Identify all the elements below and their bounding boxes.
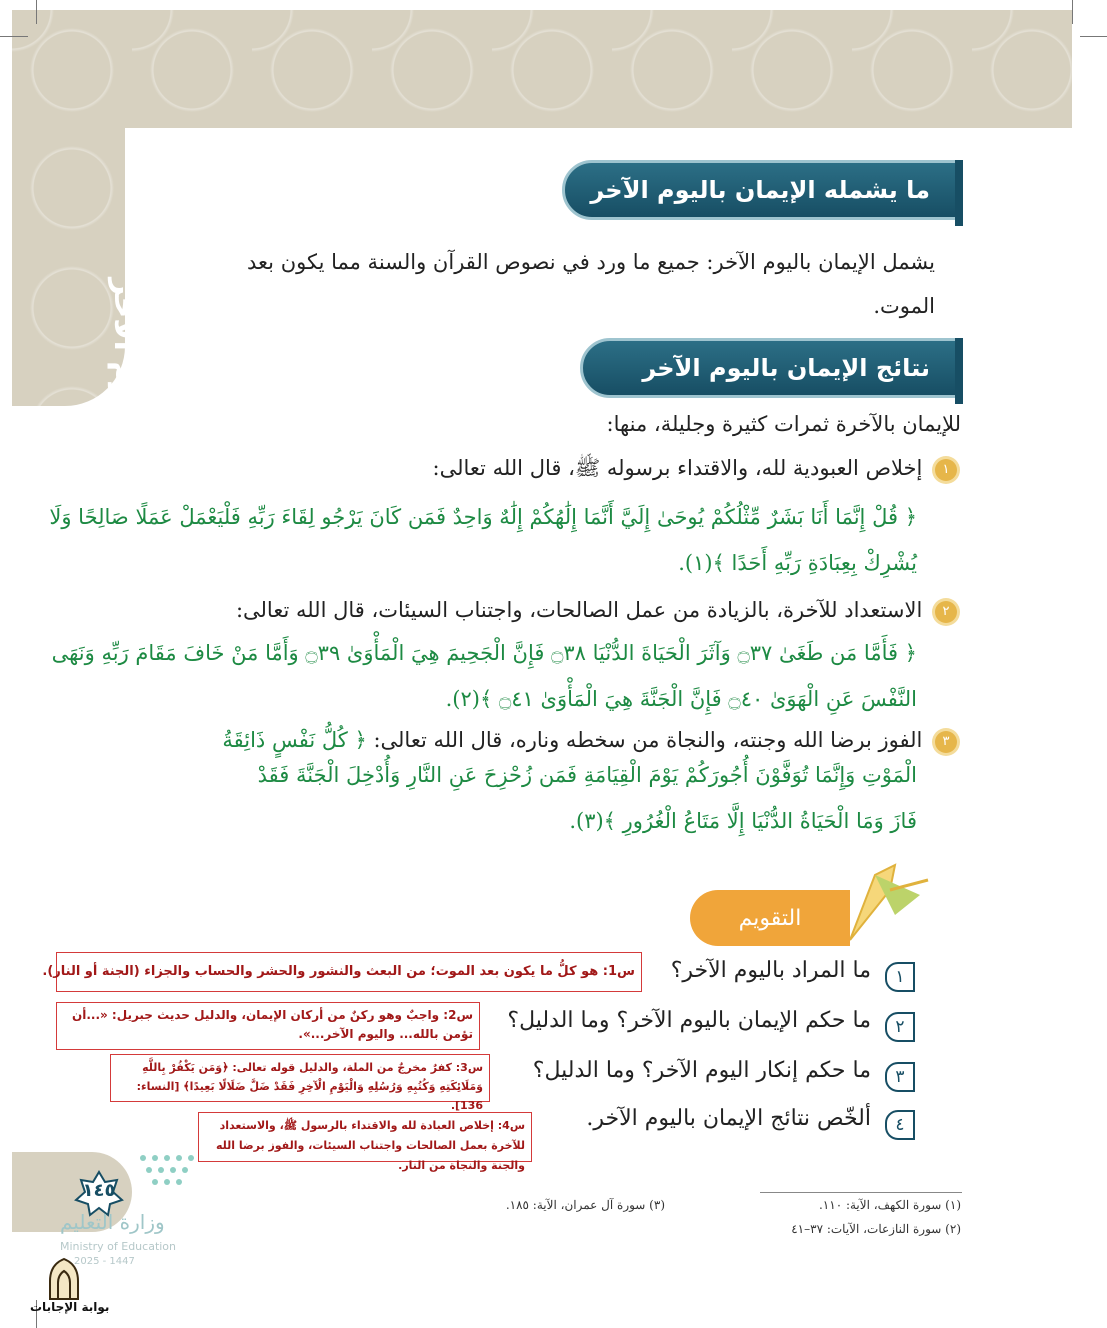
ministry-year: 2025 - 1447: [74, 1256, 135, 1267]
item-number-badge: ٣: [935, 731, 957, 753]
crop-mark: [0, 36, 28, 37]
question-number: ٣: [885, 1062, 915, 1092]
crop-mark: [1080, 36, 1107, 37]
question-number: ١: [885, 962, 915, 992]
crop-mark: [1072, 0, 1073, 24]
answer-box: س3: كفرٌ مخرجٌ من الملة، والدليل قوله تعالى: ﴿وَمَن يَكْفُرْ بِاللَّهِ وَمَلَائِكَتِهِ وَكُتُبِهِ وَرُسُلِهِ وَالْيَوْمِ الْآخِرِ فَقَدْ ضَلَّ ضَلَالًا بَعِيدًا﴾ [النساء: 136].: [110, 1054, 490, 1102]
results-intro: للإيمان بالآخرة ثمرات كثيرة وجليلة، منها:: [606, 412, 961, 436]
evaluation-title-text: التقويم: [738, 905, 802, 931]
quran-verse-1: [49, 494, 917, 586]
result-item-text: إخلاص العبودية لله، والاقتداء برسوله ﷺ، قال الله تعالى:: [432, 456, 923, 480]
verse-line: فَازَ وَمَا الْحَيَاةُ الدُّنْيَا إِلَّا مَتَاعُ الْغُرُورِ ﴾(٣).: [569, 809, 917, 833]
question-number: ٢: [885, 1012, 915, 1042]
result-item-2: [157, 588, 957, 632]
result-item-text: الاستعداد للآخرة، بالزيادة من عمل الصالحات، واجتناب السيئات، قال الله تعالى:: [235, 598, 923, 622]
answer-box: س2: واجبٌ وهو ركنٌ من أركان الإيمان، والدليل حديث جبريل: «...أن تؤمن بالله... واليوم الآخر...».: [56, 1002, 480, 1050]
quran-verse-2: [51, 630, 917, 722]
quran-verse-3: [177, 752, 917, 844]
result-item-text: الفوز برضا الله وجنته، والنجاة من سخطه وناره، قال الله تعالى:: [373, 728, 923, 752]
page-number: ١٤٥: [82, 1180, 116, 1201]
section-heading-text: ما يشمله الإيمان باليوم الآخر: [590, 176, 930, 204]
verse-line: النَّفْسَ عَنِ الْهَوَىٰ ۝٤٠ فَإِنَّ الْجَنَّةَ هِيَ الْمَأْوَىٰ ۝٤١ ﴾(٢).: [445, 687, 917, 711]
footnote-divider: [760, 1192, 962, 1193]
result-item-1: [157, 446, 957, 490]
answer-box: س1: هو كلُّ ما يكون بعد الموت؛ من البعث والنشور والحشر والحساب والجزاء (الجنة أو النار).: [56, 952, 642, 992]
ministry-name-ar: وزارة التعليم: [60, 1210, 165, 1234]
question-number: ٤: [885, 1110, 915, 1140]
ministry-dots-icon: [135, 1150, 195, 1195]
evaluation-title: [690, 890, 850, 946]
section-heading-text: نتائج الإيمان باليوم الآخر: [642, 354, 930, 382]
footnote-1: (١) سورة الكهف، الآية: ١١٠.: [818, 1198, 961, 1212]
top-pattern-band: [12, 10, 1072, 128]
paragraph-line: الموت.: [873, 294, 935, 318]
chapter-title: اليوم الآخر: [107, 278, 142, 436]
verse-line: ﴿ فَأَمَّا مَن طَغَىٰ ۝٣٧ وَآثَرَ الْحَيَاةَ الدُّنْيَا ۝٣٨ فَإِنَّ الْجَحِيمَ هِيَ الْمَأْوَىٰ ۝٣٩ وَأَمَّا مَنْ خَافَ مَقَامَ رَبِّهِ وَنَهَى: [51, 641, 917, 665]
site-name: بوابة الإجابات: [30, 1300, 110, 1314]
chapter-side-tab: [12, 128, 142, 436]
item-number-badge: ١: [935, 459, 957, 481]
question-text: ما حكم الإيمان باليوم الآخر؟ وما الدليل؟: [507, 1008, 871, 1033]
section-heading-results: [580, 338, 963, 398]
ministry-name-en: Ministry of Education: [60, 1240, 177, 1253]
question-text: ما حكم إنكار اليوم الآخر؟ وما الدليل؟: [532, 1058, 871, 1083]
verse-line: ﴿ قُلْ إِنَّمَا أَنَا بَشَرٌ مِّثْلُكُمْ يُوحَىٰ إِلَيَّ أَنَّمَا إِلَٰهُكُمْ إِلَٰهٌ وَاحِدٌ فَمَن كَانَ يَرْجُو لِقَاءَ رَبِّهِ فَلْيَعْمَلْ عَمَلًا صَالِحًا وَلَا: [49, 505, 917, 529]
paragraph-line: يشمل الإيمان باليوم الآخر: جميع ما ورد في نصوص القرآن والسنة مما يكون بعد: [247, 250, 935, 274]
question-text: ما المراد باليوم الآخر؟: [670, 958, 871, 983]
verse-inline-start: ﴿ كُلُّ نَفْسٍ ذَائِقَةُ: [222, 728, 367, 752]
paragraph: [155, 240, 935, 328]
question-text: ألخّص نتائج الإيمان باليوم الآخر.: [586, 1106, 871, 1131]
item-number-badge: ٢: [935, 601, 957, 623]
verse-line: الْمَوْتِ وَإِنَّمَا تُوَفَّوْنَ أُجُورَكُمْ يَوْمَ الْقِيَامَةِ فَمَن زُحْزِحَ عَنِ النَّارِ وَأُدْخِلَ الْجَنَّةَ فَقَدْ: [257, 763, 917, 787]
site-logo-icon: [40, 1255, 88, 1303]
verse-line: يُشْرِكْ بِعِبَادَةِ رَبِّهِ أَحَدًا ﴾(١).: [678, 551, 917, 575]
footnote-3: (٣) سورة آل عمران، الآية: ١٨٥.: [505, 1198, 665, 1212]
section-heading-includes: [562, 160, 963, 220]
answer-box: س4: إخلاص العبادة لله والاقتداء بالرسول ﷺ، والاستعداد للآخرة بعمل الصالحات واجتناب السيئات، والفوز برضا الله والجنة والنجاة من النار.: [198, 1112, 532, 1162]
footnote-2: (٢) سورة النازعات، الآيات: ٣٧–٤١: [791, 1222, 961, 1236]
crop-mark: [36, 0, 37, 24]
